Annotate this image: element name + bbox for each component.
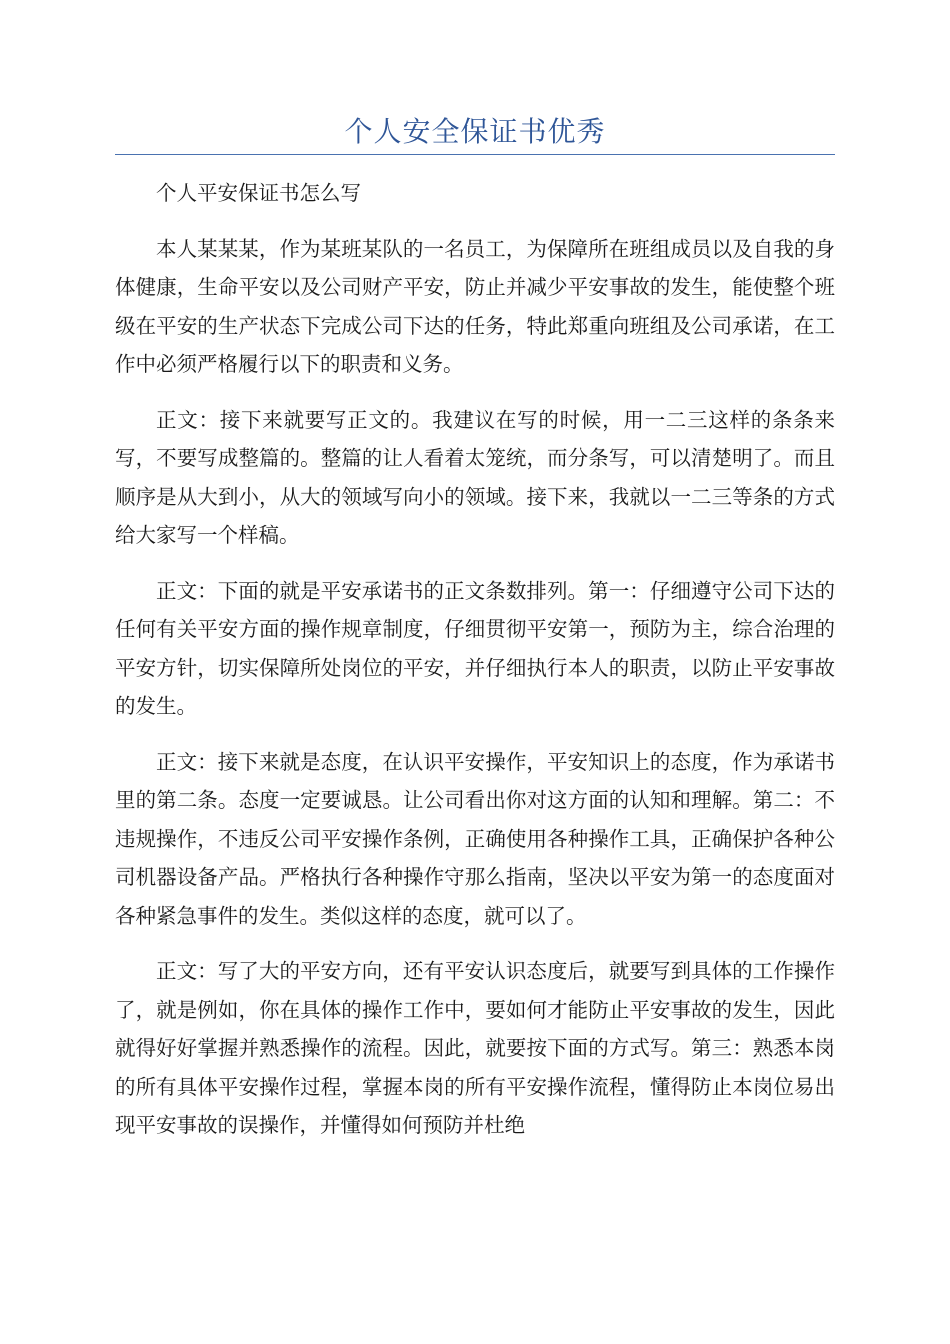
paragraph: 正文：接下来就要写正文的。我建议在写的时候，用一二三这样的条条来写，不要写成整篇的。整篇的让人看着太笼统，而分条写，可以清楚明了。而且顺序是从大到小，从大的领域写向小的领域。接下来，我就以一二三等条的方式给大家写一个样稿。	[115, 407, 835, 547]
paragraph: 本人某某某，作为某班某队的一名员工，为保障所在班组成员以及自我的身体健康，生命平安以及公司财产平安，防止并减少平安事故的发生，能使整个班级在平安的生产状态下完成公司下达的任务，特此郑重向班组及公司承诺，在工作中必须严格履行以下的职责和义务。	[115, 236, 835, 376]
paragraph: 正文：写了大的平安方向，还有平安认识态度后，就要写到具体的工作操作了，就是例如，你在具体的操作工作中，要如何才能防止平安事故的发生，因此就得好好掌握并熟悉操作的流程。因此，就要按下面的方式写。第三：熟悉本岗的所有具体平安操作过程，掌握本岗的所有平安操作流程，懂得防止本岗位易出现平安事故的误操作，并懂得如何预防并杜绝	[115, 959, 835, 1137]
paragraph-heading: 个人平安保证书怎么写	[156, 181, 361, 205]
document-body	[115, 174, 835, 1162]
paragraph: 正文：接下来就是态度，在认识平安操作，平安知识上的态度，作为承诺书里的第二条。态度一定要诚恳。让公司看出你对这方面的认知和理解。第二：不违规操作，不违反公司平安操作条例，正确使用各种操作工具，正确保护各种公司机器设备产品。严格执行各种操作守那么指南，坚决以平安为第一的态度面对各种紧急事件的发生。类似这样的态度，就可以了。	[115, 749, 835, 928]
document-title: 个人安全保证书优秀	[344, 115, 606, 148]
paragraph: 正文：下面的就是平安承诺书的正文条数排列。第一：仔细遵守公司下达的任何有关平安方面的操作规章制度，仔细贯彻平安第一，预防为主，综合治理的平安方针，切实保障所处岗位的平安，并仔细执行本人的职责，以防止平安事故的发生。	[115, 578, 835, 718]
title-underline	[115, 154, 835, 155]
